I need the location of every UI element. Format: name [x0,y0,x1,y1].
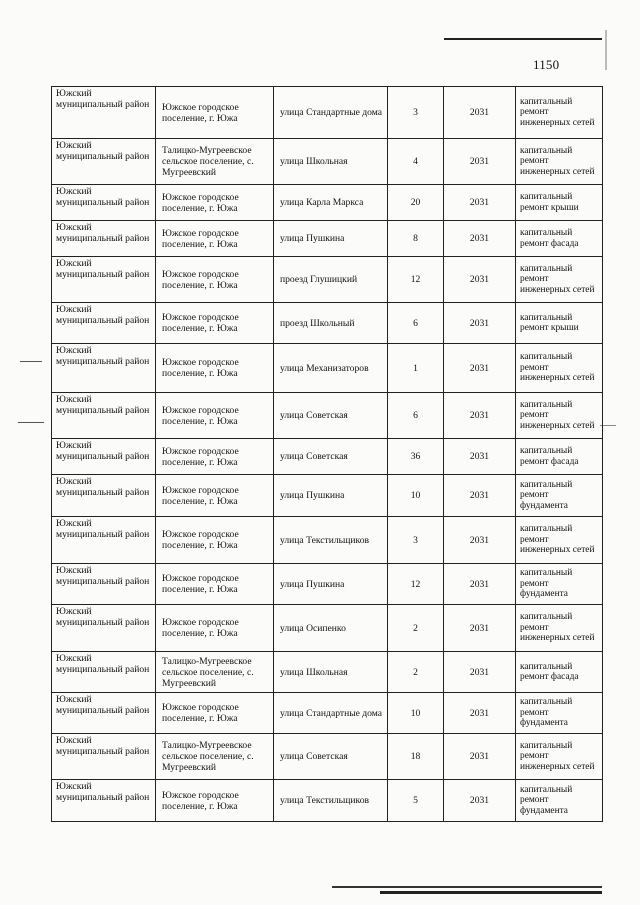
cell-settlement: Южское городское поселение, г. Южа [156,439,274,475]
table-row [52,303,603,344]
cell-year: 2031 [444,393,516,439]
registry-table-body [52,87,603,822]
table-row [52,221,603,257]
cell-house: 10 [388,693,444,734]
cell-year: 2031 [444,344,516,393]
cell-year: 2031 [444,221,516,257]
top-rule-tail [605,30,607,70]
cell-house: 1 [388,344,444,393]
table-row [52,475,603,517]
cell-settlement: Талицко-Мугреевское сельское поселение, с. Мугреевский [156,652,274,693]
cell-street: улица Пушкина [274,564,388,605]
cell-year: 2031 [444,734,516,780]
cell-district: Южский муниципальный район [52,439,156,475]
cell-work: капитальный ремонт инженерных сетей [516,734,603,780]
cell-settlement: Южское городское поселение, г. Южа [156,257,274,303]
cell-house: 3 [388,87,444,139]
cell-work: капитальный ремонт инженерных сетей [516,393,603,439]
cell-work: капитальный ремонт фасада [516,221,603,257]
cell-settlement: Южское городское поселение, г. Южа [156,185,274,221]
cell-house: 6 [388,303,444,344]
cell-district: Южский муниципальный район [52,393,156,439]
cell-street: улица Текстильщиков [274,517,388,564]
cell-work: капитальный ремонт фасада [516,439,603,475]
table-row [52,517,603,564]
cell-district: Южский муниципальный район [52,517,156,564]
cell-district: Южский муниципальный район [52,344,156,393]
top-rule [444,38,602,40]
cell-work: капитальный ремонт крыши [516,303,603,344]
table-row [52,257,603,303]
cell-work: капитальный ремонт крыши [516,185,603,221]
cell-house: 2 [388,605,444,652]
cell-street: улица Стандартные дома [274,87,388,139]
cell-work: капитальный ремонт инженерных сетей [516,257,603,303]
cell-settlement: Южское городское поселение, г. Южа [156,221,274,257]
cell-settlement: Южское городское поселение, г. Южа [156,564,274,605]
cell-district: Южский муниципальный район [52,139,156,185]
cell-work: капитальный ремонт фундамента [516,475,603,517]
cell-year: 2031 [444,303,516,344]
cell-street: улица Карла Маркса [274,185,388,221]
cell-year: 2031 [444,517,516,564]
cell-street: улица Пушкина [274,221,388,257]
cell-district: Южский муниципальный район [52,564,156,605]
cell-year: 2031 [444,257,516,303]
cell-street: проезд Школьный [274,303,388,344]
cell-house: 6 [388,393,444,439]
cell-district: Южский муниципальный район [52,734,156,780]
table-row [52,393,603,439]
cell-district: Южский муниципальный район [52,475,156,517]
cell-year: 2031 [444,652,516,693]
bottom-rule-thick [380,891,602,894]
cell-district: Южский муниципальный район [52,221,156,257]
cell-street: улица Советская [274,439,388,475]
margin-mark-left-1 [20,361,42,362]
cell-settlement: Южское городское поселение, г. Южа [156,303,274,344]
cell-street: улица Школьная [274,652,388,693]
cell-street: улица Осипенко [274,605,388,652]
cell-house: 12 [388,257,444,303]
table-row [52,185,603,221]
cell-house: 10 [388,475,444,517]
table-row [52,652,603,693]
cell-street: улица Стандартные дома [274,693,388,734]
cell-work: капитальный ремонт фундамента [516,564,603,605]
cell-settlement: Южское городское поселение, г. Южа [156,780,274,822]
cell-work: капитальный ремонт фундамента [516,780,603,822]
cell-house: 12 [388,564,444,605]
cell-settlement: Южское городское поселение, г. Южа [156,87,274,139]
cell-work: капитальный ремонт инженерных сетей [516,344,603,393]
cell-work: капитальный ремонт инженерных сетей [516,87,603,139]
page-number: 1150 [533,57,560,72]
registry-table [51,86,603,822]
cell-year: 2031 [444,475,516,517]
cell-district: Южский муниципальный район [52,87,156,139]
cell-settlement: Талицко-Мугреевское сельское поселение, с. Мугреевский [156,139,274,185]
cell-district: Южский муниципальный район [52,605,156,652]
cell-work: капитальный ремонт фундамента [516,693,603,734]
cell-house: 5 [388,780,444,822]
table-row [52,439,603,475]
cell-house: 20 [388,185,444,221]
table-row [52,734,603,780]
cell-district: Южский муниципальный район [52,303,156,344]
cell-street: улица Советская [274,734,388,780]
cell-year: 2031 [444,605,516,652]
cell-district: Южский муниципальный район [52,185,156,221]
table-row [52,605,603,652]
cell-house: 4 [388,139,444,185]
cell-settlement: Южское городское поселение, г. Южа [156,517,274,564]
cell-work: капитальный ремонт инженерных сетей [516,139,603,185]
cell-house: 18 [388,734,444,780]
cell-street: улица Механизаторов [274,344,388,393]
cell-street: улица Текстильщиков [274,780,388,822]
cell-work: капитальный ремонт инженерных сетей [516,517,603,564]
cell-year: 2031 [444,564,516,605]
cell-year: 2031 [444,780,516,822]
cell-district: Южский муниципальный район [52,780,156,822]
cell-street: улица Школьная [274,139,388,185]
cell-work: капитальный ремонт инженерных сетей [516,605,603,652]
cell-house: 2 [388,652,444,693]
table-row [52,564,603,605]
cell-district: Южский муниципальный район [52,257,156,303]
cell-house: 8 [388,221,444,257]
table-row [52,139,603,185]
cell-settlement: Талицко-Мугреевское сельское поселение, с. Мугреевский [156,734,274,780]
cell-street: улица Советская [274,393,388,439]
cell-district: Южский муниципальный район [52,652,156,693]
cell-year: 2031 [444,185,516,221]
cell-settlement: Южское городское поселение, г. Южа [156,693,274,734]
margin-mark-left-2 [18,422,44,423]
cell-work: капитальный ремонт фасада [516,652,603,693]
cell-house: 3 [388,517,444,564]
table-row [52,780,603,822]
cell-year: 2031 [444,693,516,734]
cell-year: 2031 [444,139,516,185]
bottom-rule [332,886,602,888]
table-row [52,693,603,734]
cell-year: 2031 [444,87,516,139]
cell-settlement: Южское городское поселение, г. Южа [156,475,274,517]
cell-street: проезд Глушицкий [274,257,388,303]
cell-district: Южский муниципальный район [52,693,156,734]
cell-house: 36 [388,439,444,475]
cell-street: улица Пушкина [274,475,388,517]
cell-settlement: Южское городское поселение, г. Южа [156,393,274,439]
table-row [52,344,603,393]
cell-year: 2031 [444,439,516,475]
table-row [52,87,603,139]
cell-settlement: Южское городское поселение, г. Южа [156,605,274,652]
cell-settlement: Южское городское поселение, г. Южа [156,344,274,393]
